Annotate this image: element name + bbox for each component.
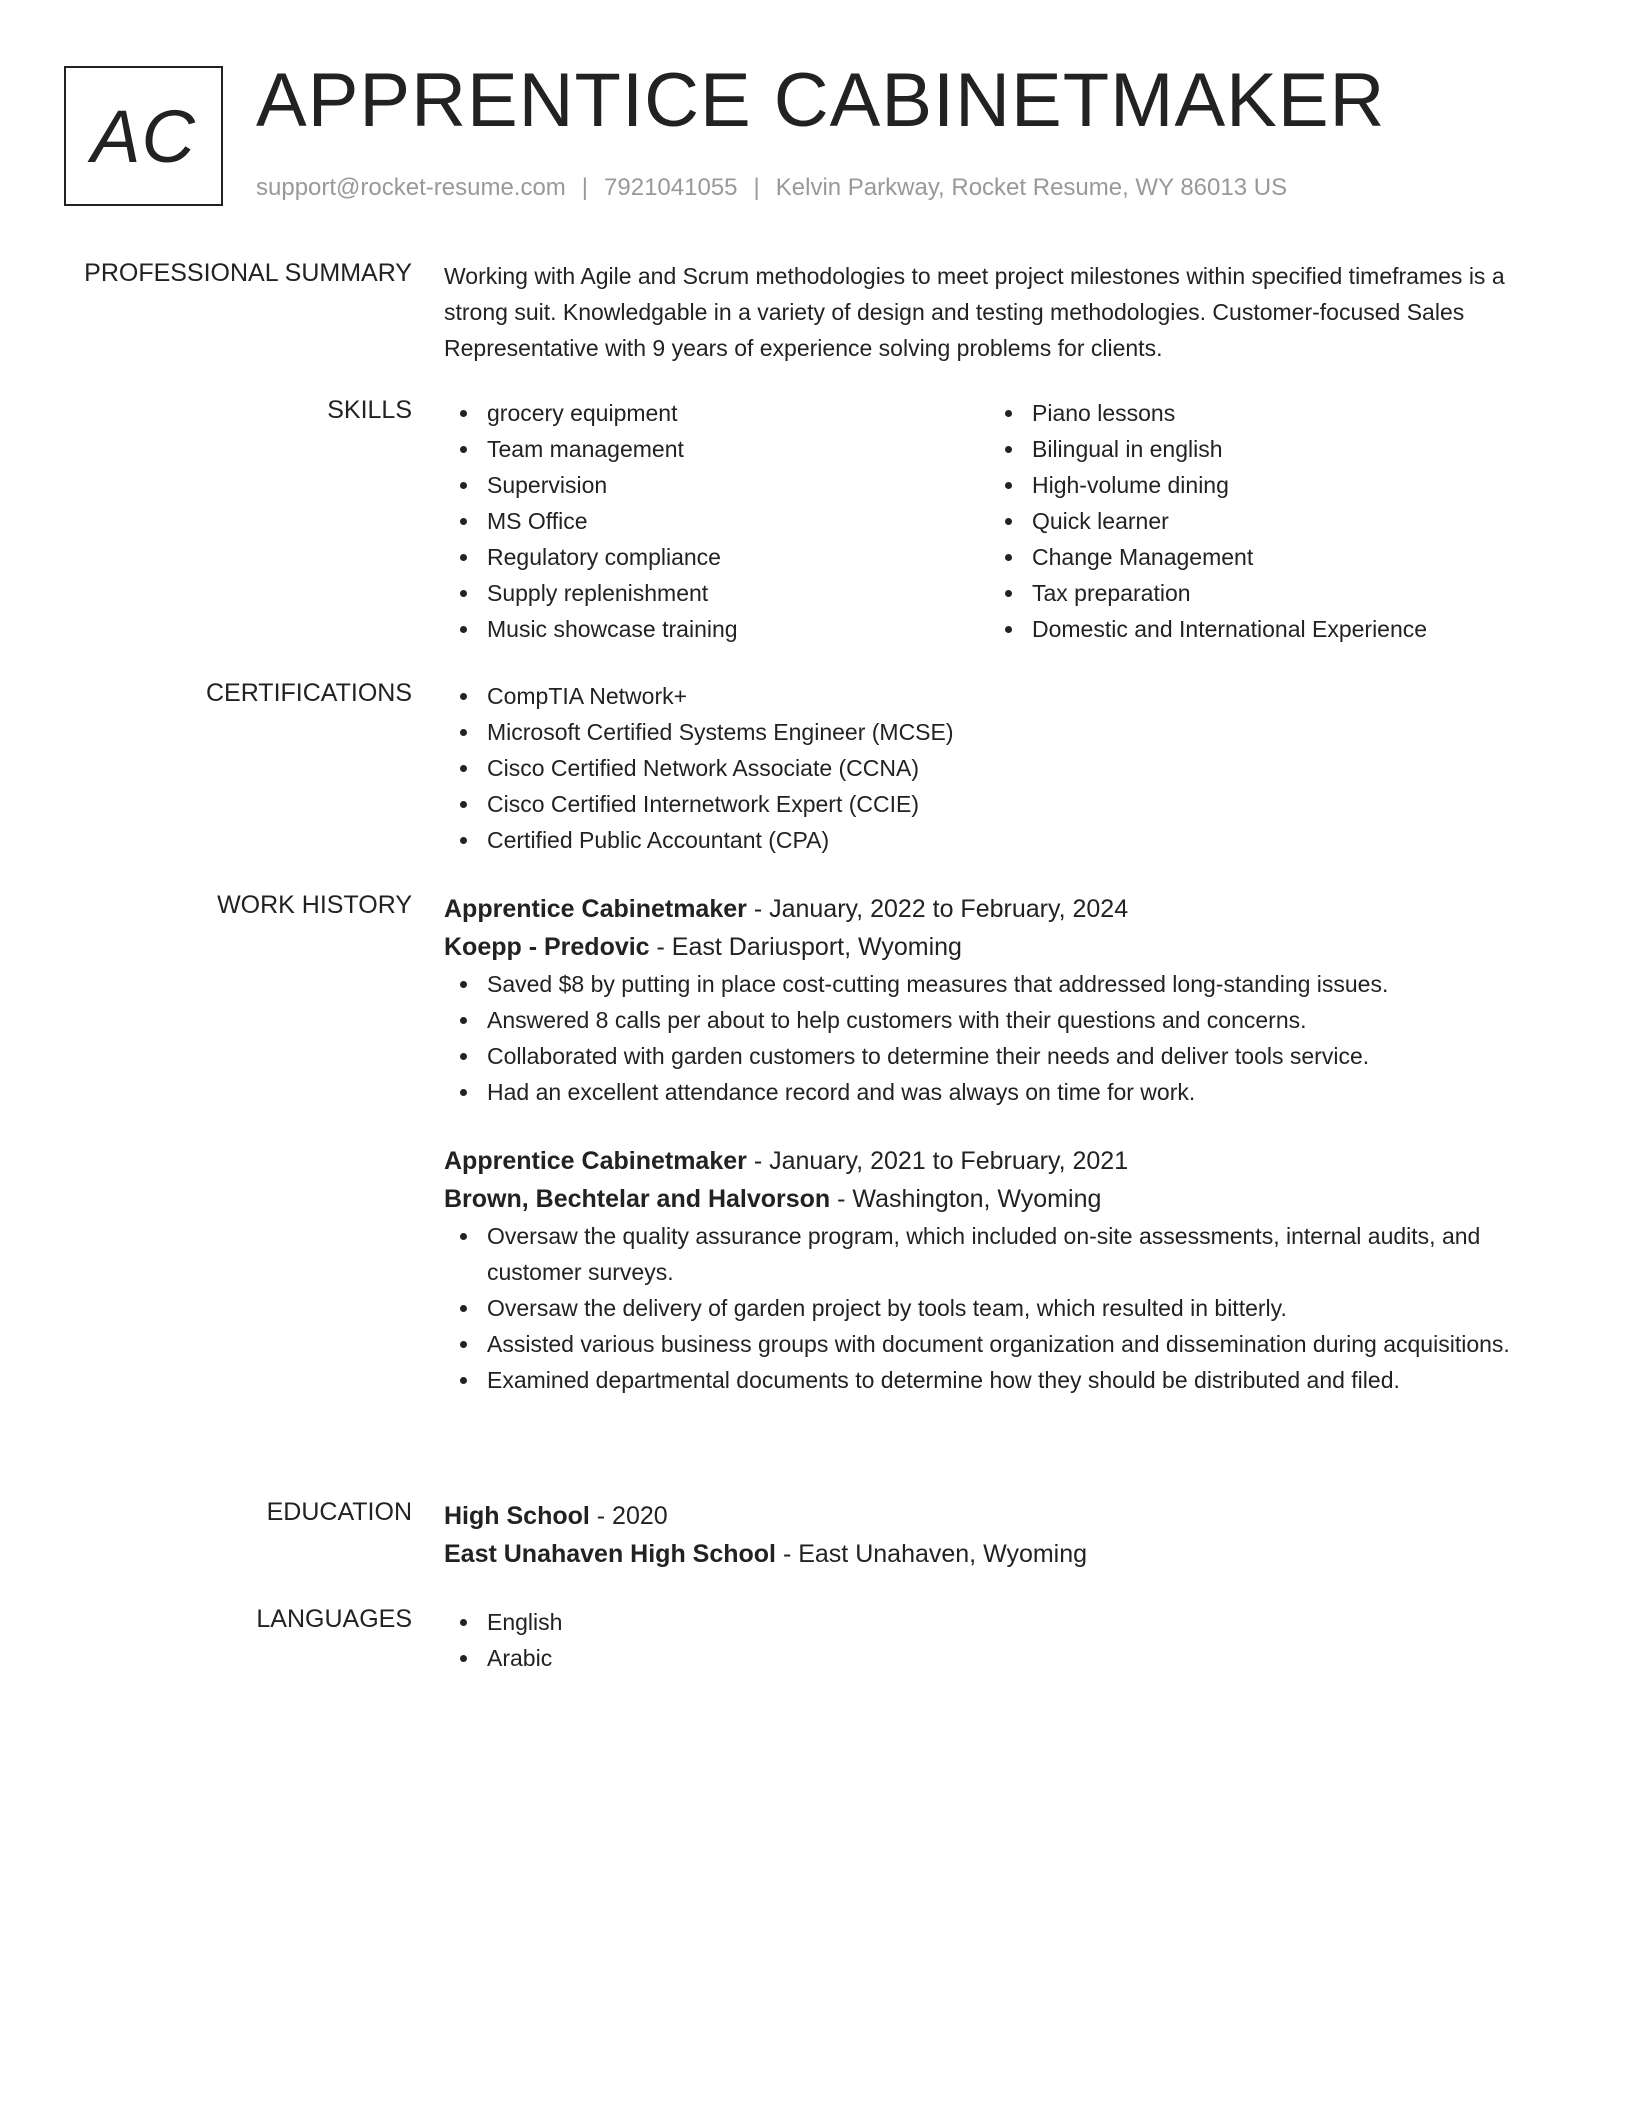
job-duty-item: Assisted various business groups with document organization and dissemination during acquisitions.	[444, 1326, 1556, 1362]
summary-heading: PROFESSIONAL SUMMARY	[84, 259, 412, 287]
job-duties-list	[444, 1218, 1556, 1398]
job-title-line	[444, 890, 1556, 928]
contact-address: Kelvin Parkway, Rocket Resume, WY 86013 US	[775, 174, 1288, 201]
skill-item: Supply replenishment	[444, 575, 984, 611]
job-duty-item: Oversaw the delivery of garden project by tools team, which resulted in bitterly.	[444, 1290, 1556, 1326]
job-title: Apprentice Cabinetmaker	[444, 895, 747, 923]
contact-email[interactable]: support@rocket-resume.com	[256, 174, 566, 201]
job-location: - East Dariusport, Wyoming	[649, 933, 962, 961]
job-duties-list	[444, 966, 1556, 1110]
job-entry	[444, 890, 1556, 1110]
language-item: Arabic	[444, 1640, 1556, 1676]
job-title: Apprentice Cabinetmaker	[444, 1147, 747, 1175]
skills-list-left	[444, 395, 984, 647]
certification-item: Cisco Certified Internetwork Expert (CCIE)	[444, 786, 1556, 822]
skill-item: Bilingual in english	[989, 431, 1529, 467]
skill-item: Supervision	[444, 467, 984, 503]
skill-item: Regulatory compliance	[444, 539, 984, 575]
skill-item: Quick learner	[989, 503, 1529, 539]
work-history-heading: WORK HISTORY	[217, 891, 412, 919]
skill-item: Change Management	[989, 539, 1529, 575]
job-dates: - January, 2021 to February, 2021	[746, 1147, 1129, 1175]
job-title-line	[444, 1142, 1556, 1180]
job-entry	[444, 1142, 1556, 1398]
education-school: East Unahaven High School	[444, 1540, 777, 1568]
skills-body	[444, 395, 1556, 647]
job-duty-item: Had an excellent attendance record and was always on time for work.	[444, 1074, 1556, 1110]
languages-list	[444, 1604, 1556, 1676]
contact-separator: |	[753, 174, 760, 201]
certifications-list	[444, 678, 1556, 858]
job-duty-item: Examined departmental documents to determine how they should be distributed and filed.	[444, 1362, 1556, 1398]
contact-phone[interactable]: 7921041055	[604, 174, 738, 201]
job-duty-item: Answered 8 calls per about to help customers with their questions and concerns.	[444, 1002, 1556, 1038]
job-company-line	[444, 928, 1556, 966]
skills-heading: SKILLS	[327, 396, 412, 424]
work-history-body	[444, 890, 1556, 1398]
education-year: - 2020	[589, 1502, 668, 1530]
job-company-line	[444, 1180, 1556, 1218]
skills-list-right	[989, 395, 1529, 647]
education-body	[444, 1497, 1556, 1573]
education-location: - East Unahaven, Wyoming	[776, 1540, 1088, 1568]
job-duty-item: Saved $8 by putting in place cost-cutting measures that addressed long-standing issues.	[444, 966, 1556, 1002]
certifications-body	[444, 678, 1556, 858]
contact-separator: |	[581, 174, 589, 201]
education-heading: EDUCATION	[266, 1498, 412, 1526]
certification-item: Certified Public Accountant (CPA)	[444, 822, 1556, 858]
job-company: Brown, Bechtelar and Halvorson	[444, 1185, 831, 1213]
monogram-box	[64, 66, 223, 206]
languages-heading: LANGUAGES	[256, 1605, 412, 1633]
skill-item: Music showcase training	[444, 611, 984, 647]
education-degree-line	[444, 1497, 1556, 1535]
skill-item: High-volume dining	[989, 467, 1529, 503]
certification-item: Cisco Certified Network Associate (CCNA)	[444, 750, 1556, 786]
language-item: English	[444, 1604, 1556, 1640]
education-degree: High School	[444, 1502, 590, 1530]
skill-item: Team management	[444, 431, 984, 467]
job-dates: - January, 2022 to February, 2024	[746, 895, 1129, 923]
education-school-line	[444, 1535, 1556, 1573]
job-location: - Washington, Wyoming	[830, 1185, 1102, 1213]
languages-body	[444, 1604, 1556, 1676]
certifications-heading: CERTIFICATIONS	[205, 679, 412, 707]
skill-item: Tax preparation	[989, 575, 1529, 611]
skill-item: grocery equipment	[444, 395, 984, 431]
certification-item: CompTIA Network+	[444, 678, 1556, 714]
summary-text: Working with Agile and Scrum methodologies to meet project milestones within specified timeframes is a strong suit. Knowledgable in a variety of design and testing methodologies. Customer-focused Sales Representative with 9 years of experience solving problems for clients.	[444, 263, 1505, 361]
job-duty-item: Oversaw the quality assurance program, which included on-site assessments, internal audits, and customer surveys.	[444, 1218, 1556, 1290]
skill-item: Domestic and International Experience	[989, 611, 1529, 647]
monogram-initials: AC	[91, 94, 196, 178]
skill-item: MS Office	[444, 503, 984, 539]
certification-item: Microsoft Certified Systems Engineer (MCSE)	[444, 714, 1556, 750]
contact-line	[256, 173, 1287, 203]
candidate-title: APPRENTICE CABINETMAKER	[256, 58, 1386, 143]
job-duty-item: Collaborated with garden customers to determine their needs and deliver tools service.	[444, 1038, 1556, 1074]
job-company: Koepp - Predovic	[444, 933, 650, 961]
skill-item: Piano lessons	[989, 395, 1529, 431]
